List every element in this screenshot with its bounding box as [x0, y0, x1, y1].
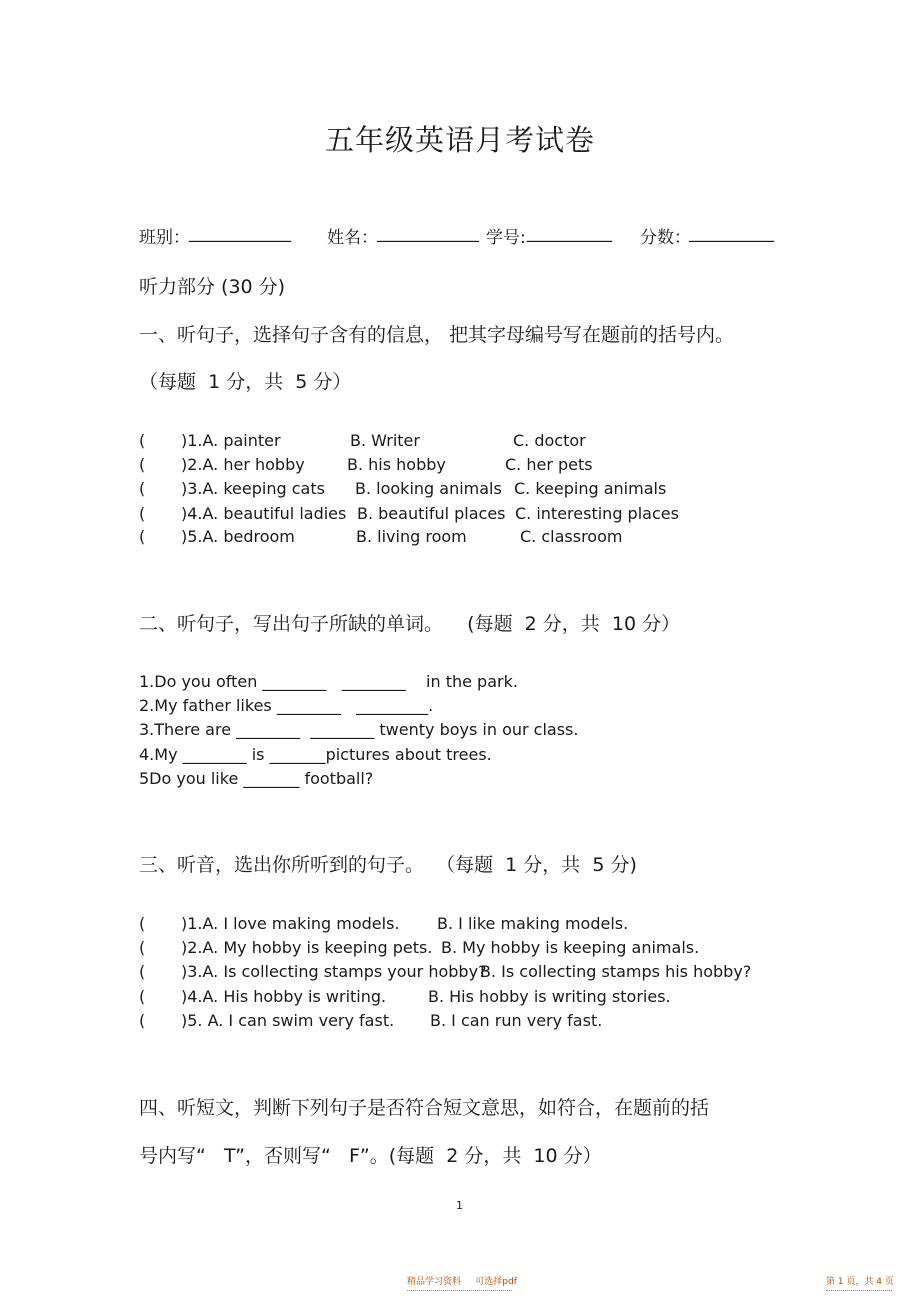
option-b: B. Is collecting stamps his hobby? — [480, 962, 752, 981]
class-blank[interactable]: ____________ — [189, 223, 291, 243]
option-a: )1.A. I love making models. — [181, 914, 400, 933]
section3-heading: 三、听音，选出你所听到的句子。 （每题 1 分，共 5 分) — [139, 854, 637, 876]
option-b: B. his hobby — [347, 455, 446, 474]
page-title: 五年级英语月考试卷 — [324, 123, 595, 157]
name-label: 姓名： — [327, 228, 378, 248]
option-b: B. His hobby is writing stories. — [428, 987, 671, 1006]
option-b: B. living room — [356, 527, 467, 546]
answer-bracket[interactable]: ( — [139, 1011, 146, 1030]
answer-bracket[interactable]: ( — [139, 504, 146, 523]
answer-bracket[interactable]: ( — [139, 479, 146, 498]
answer-bracket[interactable]: ( — [139, 527, 146, 546]
answer-bracket[interactable]: ( — [139, 431, 146, 450]
answer-bracket[interactable]: ( — [139, 914, 146, 933]
answer-bracket[interactable]: ( — [139, 938, 146, 957]
listening-title: 听力部分 (30 分) — [139, 276, 286, 298]
option-b: B. looking animals — [355, 479, 502, 498]
section4-heading-line1: 四、听短文，判断下列句子是否符合短文意思，如符合，在题前的括 — [139, 1097, 710, 1119]
name-blank[interactable]: ____________ — [377, 223, 479, 243]
section4-heading-line2: 号内写“ T”，否则写“ F”。(每题 2 分，共 10 分） — [139, 1145, 602, 1167]
option-a: )2.A. her hobby — [181, 455, 305, 474]
fill-blank-item[interactable]: 5Do you like _______ football? — [139, 769, 374, 788]
option-a: )3.A. keeping cats — [181, 479, 325, 498]
option-a: )2.A. My hobby is keeping pets. — [181, 938, 433, 957]
class-label: 班别： — [139, 228, 190, 248]
score-label: 分数： — [640, 228, 691, 248]
score-blank[interactable]: __________ — [689, 223, 774, 243]
id-blank[interactable]: __________ — [527, 223, 612, 243]
fill-blank-item[interactable]: 1.Do you often ________ ________ in the park. — [139, 672, 518, 691]
option-b: B. I can run very fast. — [430, 1011, 603, 1030]
section1-heading: 一、听句子，选择句子含有的信息， 把其字母编号写在题前的括号内。 — [139, 324, 735, 346]
option-a: )4.A. His hobby is writing. — [181, 987, 387, 1006]
page-number: 1 — [456, 1199, 463, 1212]
option-c: C. doctor — [513, 431, 586, 450]
footer-right-divider — [826, 1290, 892, 1291]
option-b: B. I like making models. — [437, 914, 629, 933]
option-b: B. Writer — [350, 431, 420, 450]
fill-blank-item[interactable]: 4.My ________ is _______pictures about trees. — [139, 745, 492, 764]
id-label: 学号: — [486, 228, 526, 248]
answer-bracket[interactable]: ( — [139, 455, 146, 474]
option-a: )5.A. bedroom — [181, 527, 295, 546]
option-c: C. interesting places — [515, 504, 679, 523]
option-a: )3.A. Is collecting stamps your hobby? — [181, 962, 487, 981]
footer-left-text: 精品学习资料 可选择pdf — [407, 1277, 517, 1287]
option-c: C. classroom — [520, 527, 623, 546]
option-a: )5. A. I can swim very fast. — [181, 1011, 395, 1030]
option-a: )4.A. beautiful ladies — [181, 504, 347, 523]
option-c: C. keeping animals — [514, 479, 667, 498]
answer-bracket[interactable]: ( — [139, 987, 146, 1006]
option-b: B. My hobby is keeping animals. — [441, 938, 700, 957]
fill-blank-item[interactable]: 2.My father likes ________ _________. — [139, 696, 434, 715]
answer-bracket[interactable]: ( — [139, 962, 146, 981]
fill-blank-item[interactable]: 3.There are ________ ________ twenty boys in our class. — [139, 720, 579, 739]
option-b: B. beautiful places — [357, 504, 506, 523]
section2-heading: 二、听句子，写出句子所缺的单词。 (每题 2 分，共 10 分） — [139, 613, 681, 635]
option-a: )1.A. painter — [181, 431, 281, 450]
option-c: C. her pets — [505, 455, 593, 474]
footer-left-divider — [407, 1290, 512, 1291]
footer-page-info: 第 1 页，共 4 页 — [826, 1277, 894, 1287]
section1-note: （每题 1 分，共 5 分） — [139, 371, 352, 393]
